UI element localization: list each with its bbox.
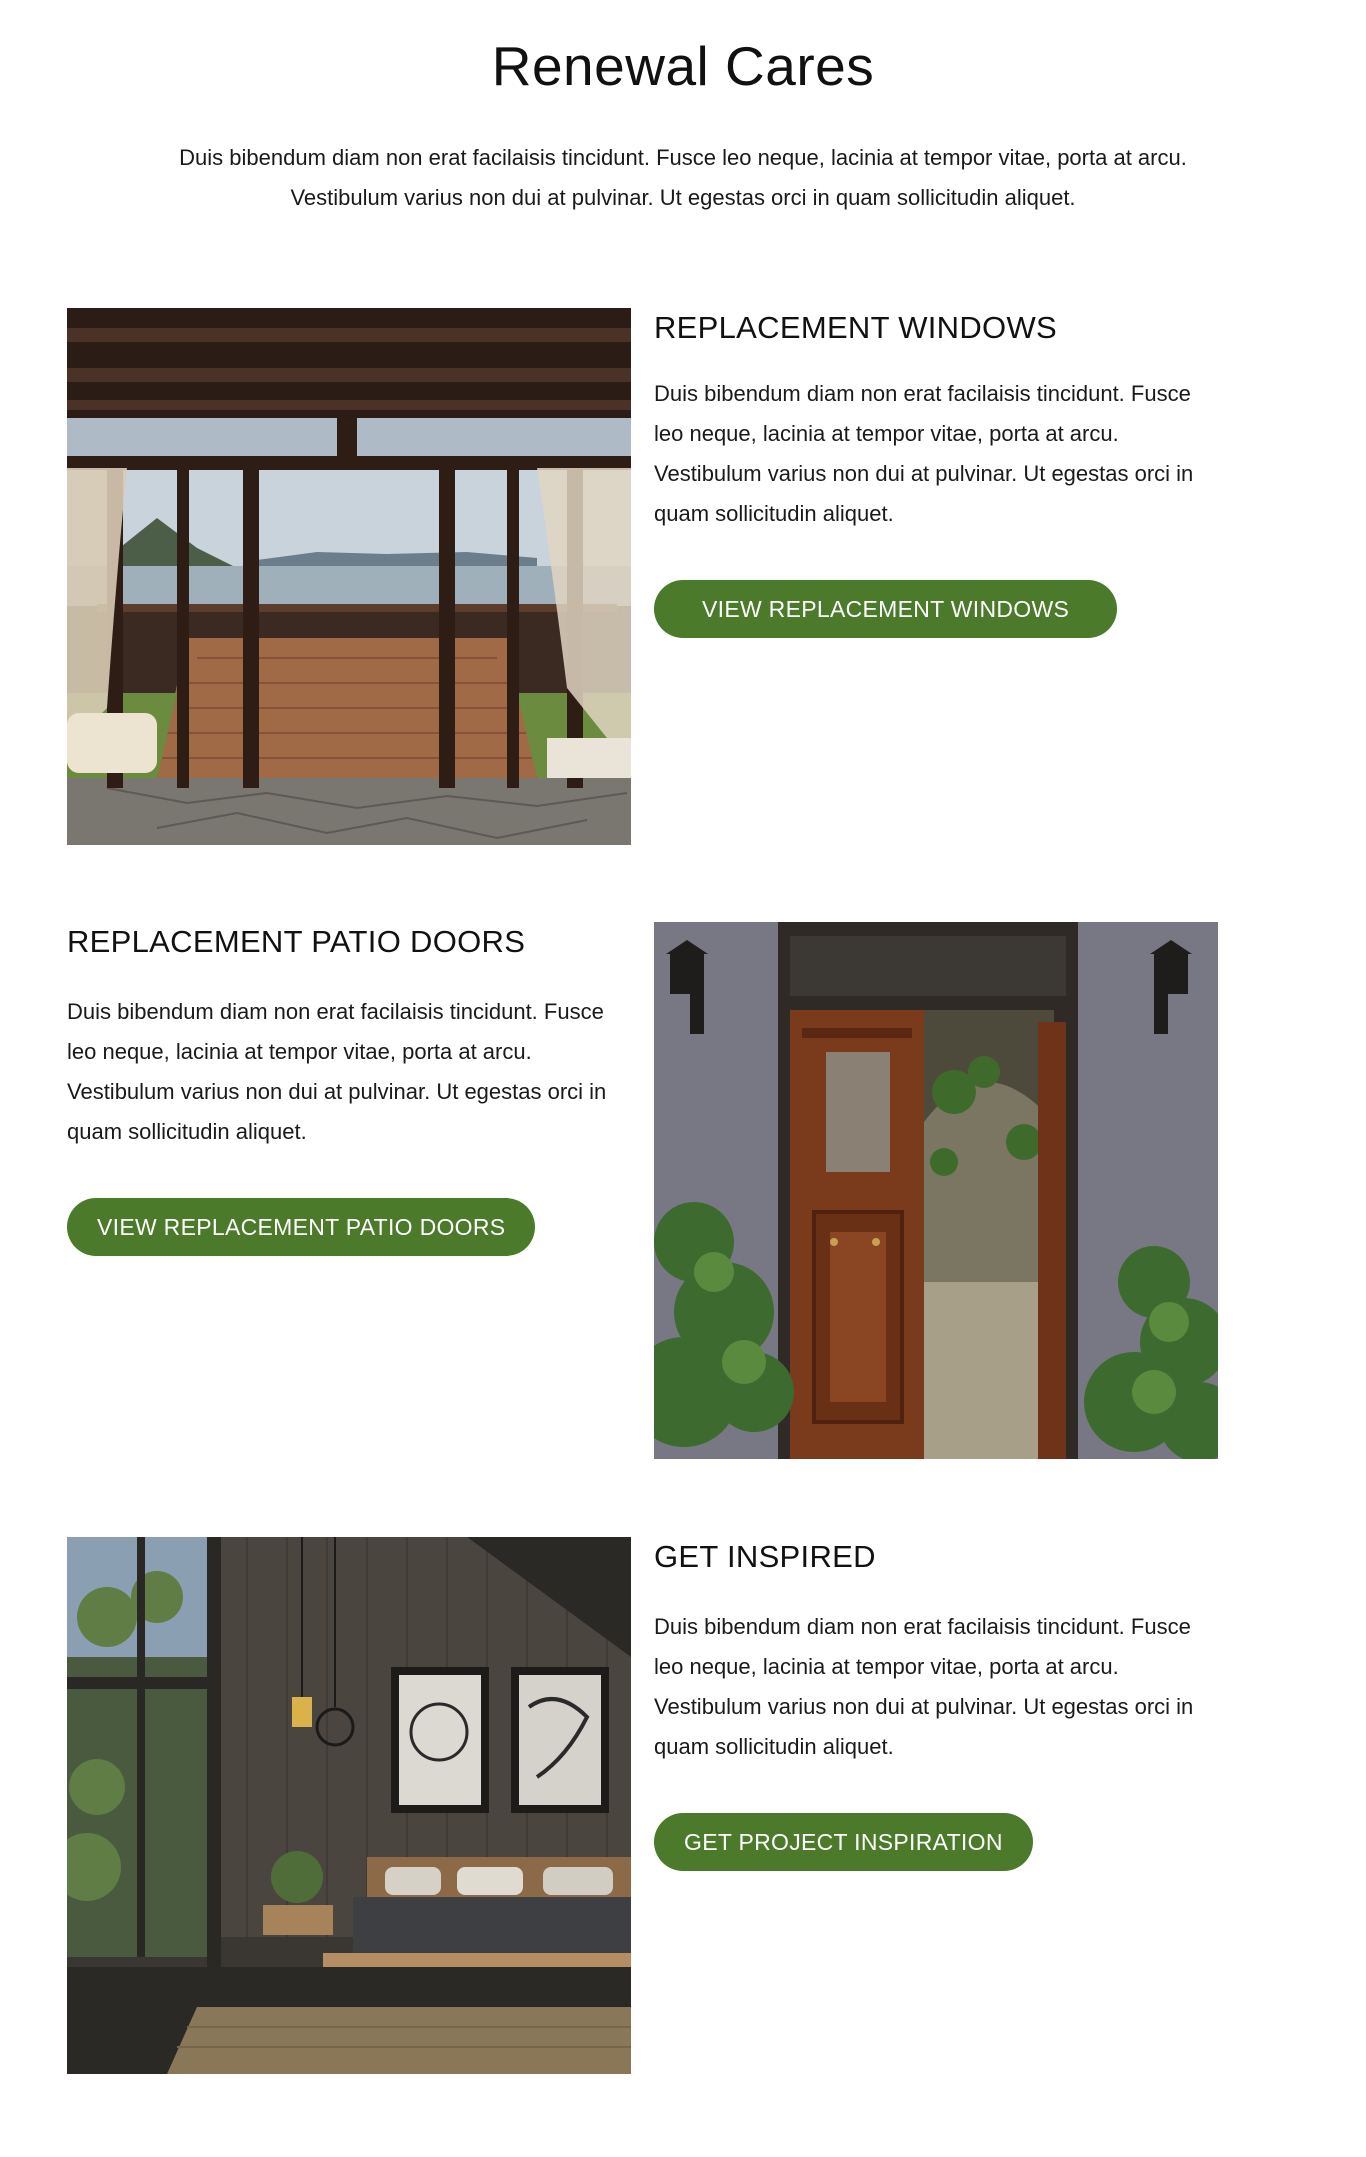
section-body: Duis bibendum diam non erat facilaisis tincidunt. Fusce leo neque, lacinia at tempor vitae, porta at arcu. Vestibulum varius non dui at pulvinar. Ut egestas orci in quam sollicitudin aliquet. [67,999,607,1144]
intro-text: Duis bibendum diam non erat facilaisis tincidunt. Fusce leo neque, lacinia at tempor vitae, porta at arcu. Vestibulum varius non dui at pulvinar. Ut egestas orci in quam sollicitudin aliquet. [179,145,1187,210]
section-heading: REPLACEMENT PATIO DOORS [67,924,526,959]
replacement-windows-section [654,308,1224,638]
section-heading: REPLACEMENT WINDOWS [654,310,1057,345]
get-project-inspiration-button[interactable]: GET PROJECT INSPIRATION [654,1813,1033,1871]
view-replacement-windows-button[interactable]: VIEW REPLACEMENT WINDOWS [654,580,1117,638]
get-inspired-image [67,1537,631,2074]
replacement-patio-doors-section [67,922,637,1256]
get-inspired-section [654,1537,1224,1871]
view-replacement-patio-doors-button[interactable]: VIEW REPLACEMENT PATIO DOORS [67,1198,535,1256]
section-heading: GET INSPIRED [654,1539,876,1574]
section-body: Duis bibendum diam non erat facilaisis tincidunt. Fusce leo neque, lacinia at tempor vitae, porta at arcu. Vestibulum varius non dui at pulvinar. Ut egestas orci in quam sollicitudin aliquet. [654,1614,1194,1759]
section-body: Duis bibendum diam non erat facilaisis tincidunt. Fusce leo neque, lacinia at tempor vitae, porta at arcu. Vestibulum varius non dui at pulvinar. Ut egestas orci in quam sollicitudin aliquet. [654,381,1194,526]
page-title: Renewal Cares [491,35,875,97]
replacement-windows-image [67,308,631,845]
replacement-patio-doors-image [654,922,1218,1459]
